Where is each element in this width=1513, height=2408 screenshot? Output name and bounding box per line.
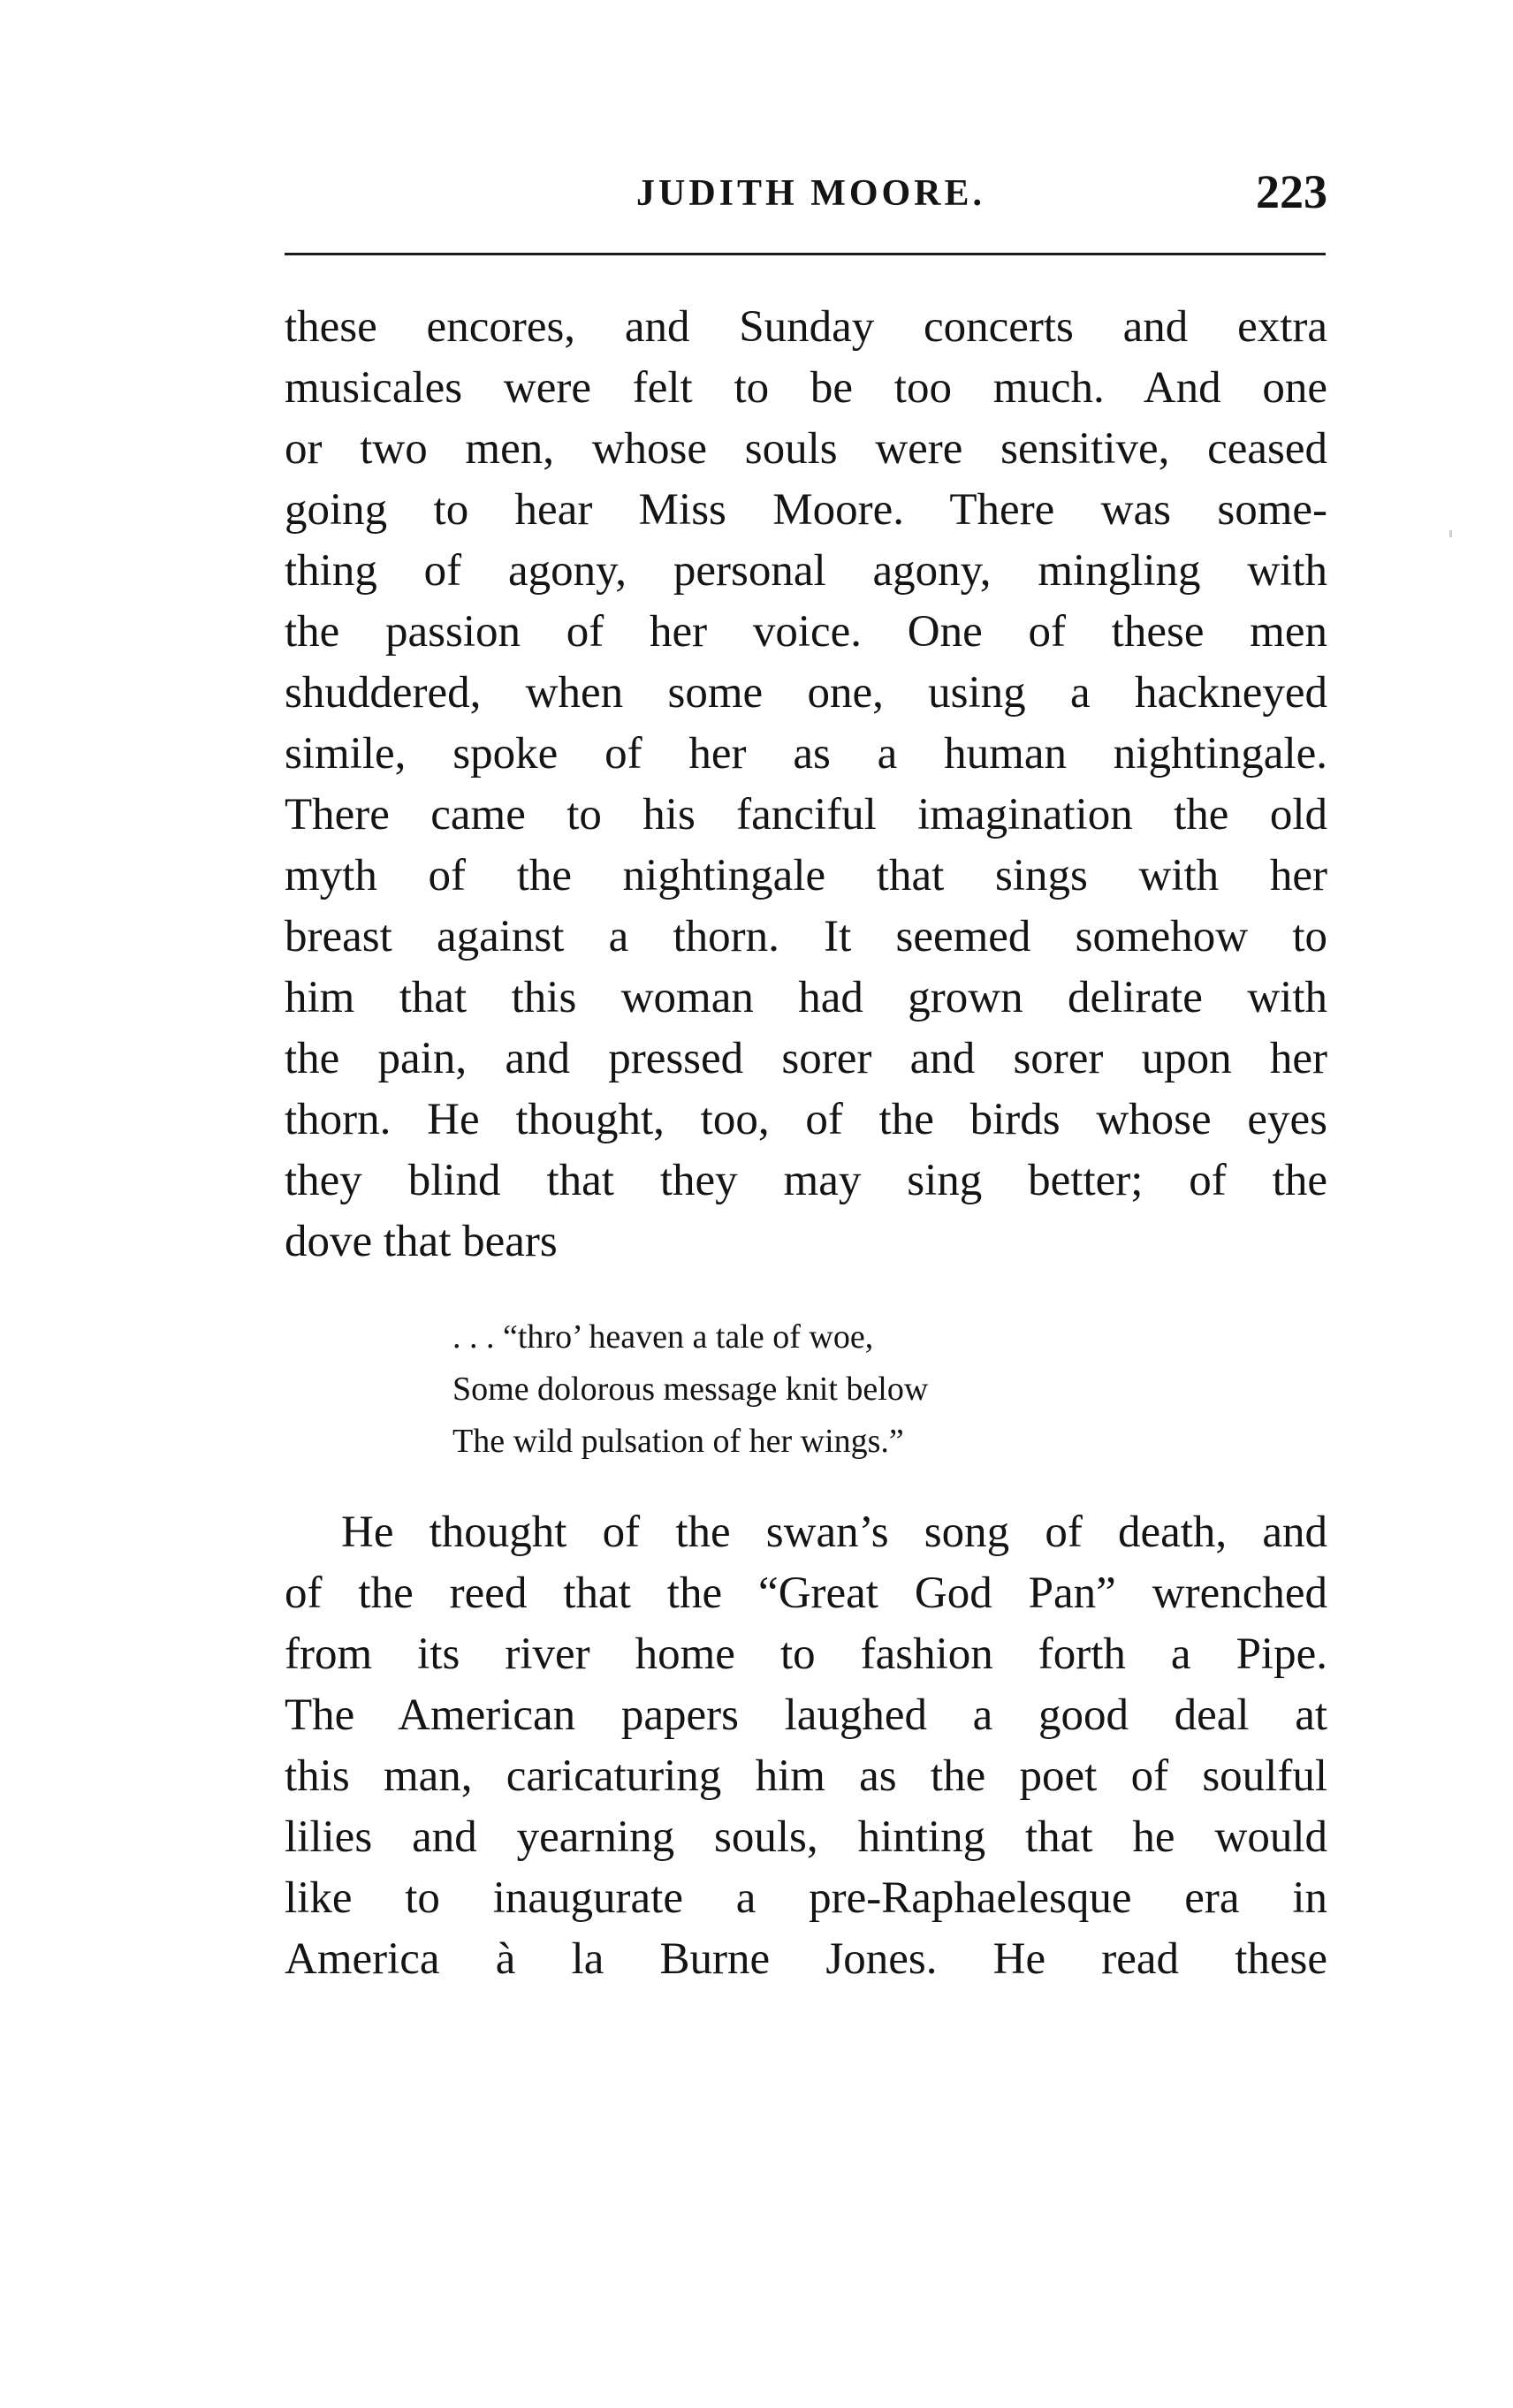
verse-line: Some dolorous message knit below — [452, 1371, 929, 1408]
text-line: these encores, and Sunday concerts and extra — [285, 302, 1327, 352]
text-line: the pain, and pressed sorer and sorer upon her — [285, 1034, 1327, 1083]
paragraph-2 — [285, 1502, 1327, 1990]
text-line: dove that bears — [285, 1217, 558, 1266]
verse-line: The wild pulsation of her wings.” — [452, 1423, 904, 1460]
text-line: shuddered, when some one, using a hackneyed — [285, 668, 1327, 718]
text-line: America à la Burne Jones. He read these — [285, 1934, 1327, 1984]
verse-quotation — [452, 1311, 1159, 1468]
paragraph-1 — [285, 297, 1327, 1272]
text-line: this man, caricaturing him as the poet of soulful — [285, 1751, 1327, 1801]
text-line: the passion of her voice. One of these men — [285, 607, 1327, 657]
page-number: 223 — [1256, 165, 1327, 218]
text-line: thing of agony, personal agony, mingling with — [285, 546, 1327, 596]
text-line: him that this woman had grown delirate with — [285, 973, 1327, 1022]
text-line: like to inaugurate a pre-Raphaelesque era in — [285, 1873, 1327, 1923]
text-line: they blind that they may sing better; of the — [285, 1156, 1327, 1205]
text-line: He thought of the swan’s song of death, and — [341, 1508, 1327, 1557]
text-line: of the reed that the “Great God Pan” wrenched — [285, 1569, 1327, 1618]
header-rule — [285, 253, 1326, 255]
text-line: going to hear Miss Moore. There was some- — [285, 485, 1327, 535]
text-line: The American papers laughed a good deal at — [285, 1690, 1327, 1740]
text-line: musicales were felt to be too much. And one — [285, 363, 1327, 413]
running-title: JUDITH MOORE. — [636, 173, 986, 214]
verse-line: . . . “thro’ heaven a tale of woe, — [452, 1318, 874, 1356]
text-line: simile, spoke of her as a human nightingale. — [285, 729, 1327, 779]
text-line: There came to his fanciful imagination the old — [285, 790, 1327, 839]
page-header — [285, 165, 1327, 239]
text-line: or two men, whose souls were sensitive, ceased — [285, 424, 1327, 474]
text-line: myth of the nightingale that sings with her — [285, 851, 1327, 900]
margin-speck — [1449, 530, 1452, 537]
text-line: thorn. He thought, too, of the birds whose eyes — [285, 1095, 1327, 1144]
text-line: breast against a thorn. It seemed somehow to — [285, 912, 1327, 961]
text-line: lilies and yearning souls, hinting that he would — [285, 1812, 1327, 1862]
text-line: from its river home to fashion forth a Pipe. — [285, 1629, 1327, 1679]
